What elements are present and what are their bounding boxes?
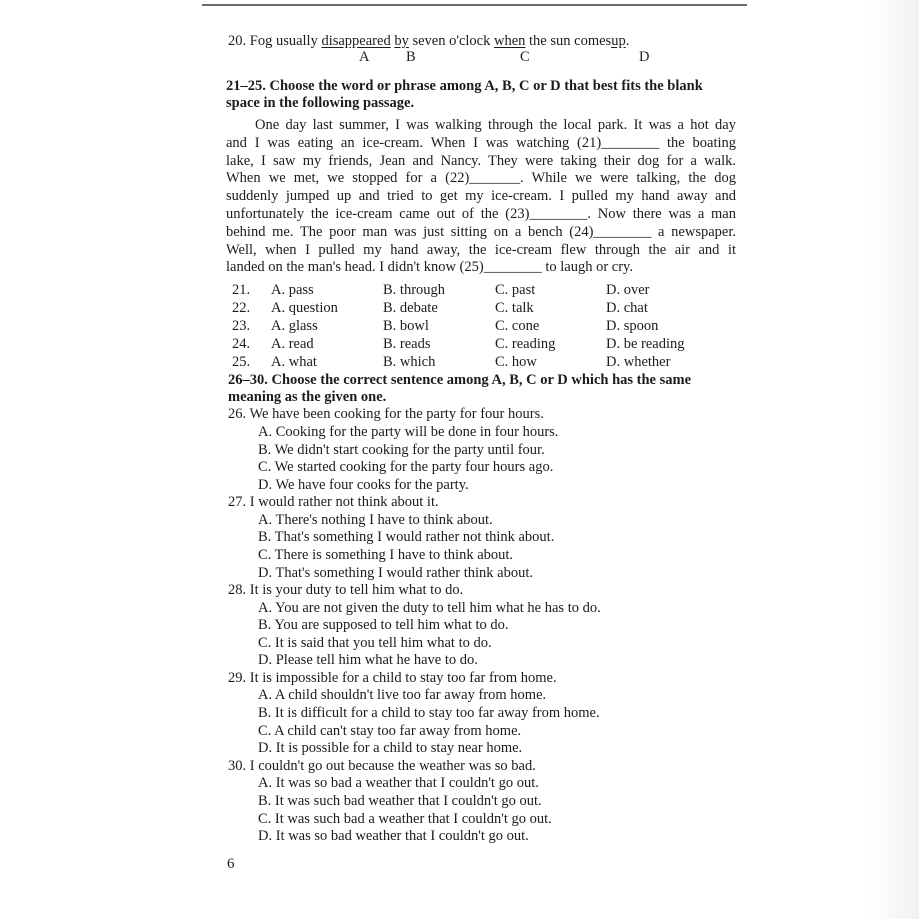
option-number: 25. — [232, 354, 251, 370]
option-c: C. how — [495, 354, 537, 370]
question-28-option-c: C. It is said that you tell him what to do. — [258, 635, 492, 651]
option-c: C. past — [495, 282, 536, 298]
passage-line: One day last summer, I was walking through the local park. It was a hot day — [255, 117, 736, 133]
question-26-option-c: C. We started cooking for the party four hours ago. — [258, 459, 554, 475]
passage-line: lake, I saw my friends, Jean and Nancy. They were taking their dog for a walk. — [226, 152, 736, 169]
question-29-option-c: C. A child can't stay too far away from home. — [258, 723, 522, 739]
question-30-option-c: C. It was such bad a weather that I couldn't go out. — [258, 811, 552, 827]
option-d: D. spoon — [606, 318, 659, 334]
option-d: D. be reading — [606, 336, 685, 352]
passage-line: unfortunately the ice-cream came out of the (23)________. Now there was a man — [226, 205, 736, 222]
option-b: B. reads — [383, 336, 431, 352]
q20-label-d: D — [639, 49, 650, 65]
option-a: A. what — [271, 354, 317, 370]
page-number: 6 — [227, 856, 235, 872]
option-d: D. chat — [606, 300, 648, 316]
option-a: A. question — [271, 300, 338, 316]
option-number: 22. — [232, 300, 251, 316]
option-b: B. bowl — [383, 318, 429, 334]
passage-line: landed on the man's head. I didn't know (25)________ to laugh or cry. — [226, 259, 633, 276]
option-number: 23. — [232, 318, 251, 334]
question-20 — [228, 33, 629, 50]
q20-label-b: B — [406, 49, 416, 65]
question-28-option-d: D. Please tell him what he have to do. — [258, 652, 478, 668]
q20-text-before: Fog usually — [249, 33, 318, 49]
page-edge-shadow — [868, 0, 919, 919]
option-b: B. which — [383, 354, 436, 370]
question-30-option-b: B. It was such bad weather that I couldn't go out. — [258, 793, 542, 809]
option-a: A. read — [271, 336, 314, 352]
passage-line: behind me. The poor man was just sitting on a bench (24)________ a newspaper. — [226, 223, 736, 240]
option-d: D. over — [606, 282, 650, 298]
question-29-option-a: A. A child shouldn't live too far away from home. — [258, 687, 547, 703]
section-21-25-heading-line-2: space in the following passage. — [226, 95, 415, 111]
option-c: C. cone — [495, 318, 540, 334]
question-30-option-d: D. It was so bad weather that I couldn't go out. — [258, 828, 529, 844]
question-29-option-b: B. It is difficult for a child to stay too far away from home. — [258, 705, 600, 721]
q20-label-c: C — [520, 49, 530, 65]
option-a: A. pass — [271, 282, 314, 298]
q20-underlined-a: disappeared — [321, 33, 391, 49]
question-27-option-a: A. There's nothing I have to think about. — [258, 512, 493, 528]
question-27-option-c: C. There is something I have to think about. — [258, 547, 514, 563]
option-a: A. glass — [271, 318, 318, 334]
q20-underlined-b: by — [394, 33, 409, 49]
question-29-stem: 29. It is impossible for a child to stay too far from home. — [228, 670, 557, 686]
passage-line: Well, when I pulled my hand away, the ice-cream flew through the air and it — [226, 241, 736, 258]
option-b: B. through — [383, 282, 446, 298]
option-number: 24. — [232, 336, 251, 352]
option-d: D. whether — [606, 354, 671, 370]
option-b: B. debate — [383, 300, 438, 316]
question-26-option-a: A. Cooking for the party will be done in four hours. — [258, 424, 559, 440]
passage-line: When we met, we stopped for a (22)_______. While we were talking, the dog — [226, 170, 736, 187]
top-rule — [202, 4, 747, 6]
option-number: 21. — [232, 282, 251, 298]
q20-text-mid: seven o'clock — [412, 33, 491, 49]
question-26-stem: 26. We have been cooking for the party for four hours. — [228, 406, 544, 422]
question-27-stem: 27. I would rather not think about it. — [228, 494, 439, 510]
passage-line: suddenly jumped up and tried to get my ice-cream. I pulled my hand away and — [226, 188, 736, 205]
question-28-stem: 28. It is your duty to tell him what to do. — [228, 582, 464, 598]
question-28-option-a: A. You are not given the duty to tell him what he has to do. — [258, 600, 601, 616]
q20-text-after: the sun comes — [529, 33, 612, 49]
q20-underlined-c: when — [493, 33, 526, 49]
q20-underlined-d: up — [611, 33, 626, 49]
q20-label-a: A — [359, 49, 370, 65]
passage — [226, 117, 736, 277]
question-27-option-b: B. That's something I would rather not think about. — [258, 529, 555, 545]
q20-text-end: . — [625, 33, 630, 49]
option-c: C. reading — [495, 336, 556, 352]
question-28-option-b: B. You are supposed to tell him what to do. — [258, 617, 509, 633]
question-30-option-a: A. It was so bad a weather that I couldn't go out. — [258, 775, 539, 791]
section-26-30-heading-line-2: meaning as the given one. — [228, 389, 387, 405]
passage-line: and I was eating an ice-cream. When I was watching (21)________ the boating — [226, 134, 736, 151]
question-27-option-d: D. That's something I would rather think about. — [258, 565, 533, 581]
question-26-option-d: D. We have four cooks for the party. — [258, 477, 469, 493]
question-29-option-d: D. It is possible for a child to stay near home. — [258, 740, 523, 756]
option-c: C. talk — [495, 300, 534, 316]
question-26-option-b: B. We didn't start cooking for the party until four. — [258, 442, 545, 458]
question-30-stem: 30. I couldn't go out because the weather was so bad. — [228, 758, 536, 774]
section-26-30-heading-line-1: 26–30. Choose the correct sentence among A, B, C or D which has the same — [228, 372, 692, 388]
question-number: 20. — [228, 33, 247, 49]
section-21-25-heading-line-1: 21–25. Choose the word or phrase among A, B, C or D that best fits the blank — [226, 78, 703, 94]
